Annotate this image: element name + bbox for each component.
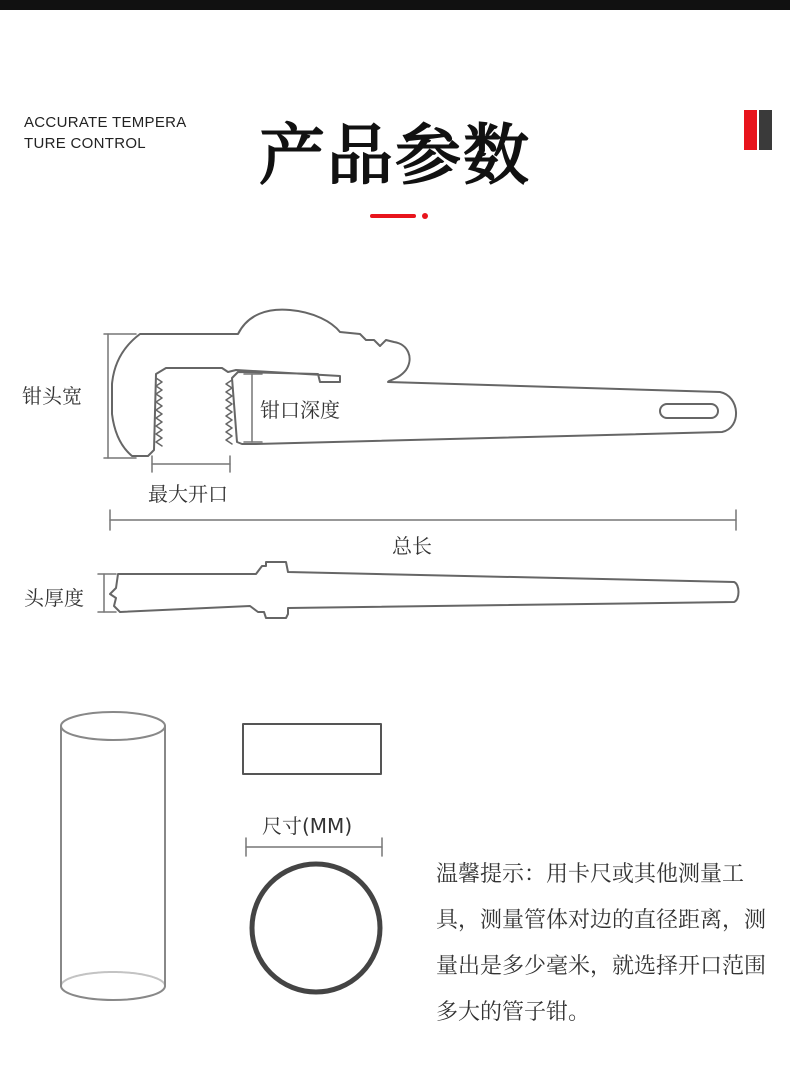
wrench-teeth-left <box>156 378 162 446</box>
wrench-top-outline <box>110 562 739 618</box>
pipe-cross-section <box>252 864 380 992</box>
wrench-top-view <box>110 562 739 618</box>
subtitle-line-2: TURE CONTROL <box>24 135 146 152</box>
label-total-length: 总长 <box>392 534 432 558</box>
pipe-side-rect <box>243 724 381 774</box>
page-title: 产品参数 <box>259 117 531 194</box>
wrench-side-view <box>112 310 736 456</box>
wrench-hang-slot <box>660 404 718 418</box>
subtitle-line-1: ACCURATE TEMPERA <box>24 114 187 131</box>
label-max-opening: 最大开口 <box>148 482 228 506</box>
label-size-mm: 尺寸(MM) <box>262 814 353 838</box>
pipe-cylinder <box>61 712 165 1000</box>
max-opening-dimension <box>152 456 230 472</box>
label-head-width: 钳头宽 <box>22 384 82 408</box>
wrench-outline <box>112 310 736 456</box>
measurement-tip: 温馨提示：用卡尺或其他测量工具，测量管体对边的直径距离，测量出是多少毫米，就选择开口范围多大的管子钳。 <box>436 862 767 1025</box>
size-dimension <box>246 838 382 856</box>
label-jaw-depth: 钳口深度 <box>260 398 340 422</box>
wrench-teeth-right <box>226 380 232 444</box>
label-head-thickness: 头厚度 <box>24 586 84 610</box>
total-length-dimension <box>110 510 736 530</box>
